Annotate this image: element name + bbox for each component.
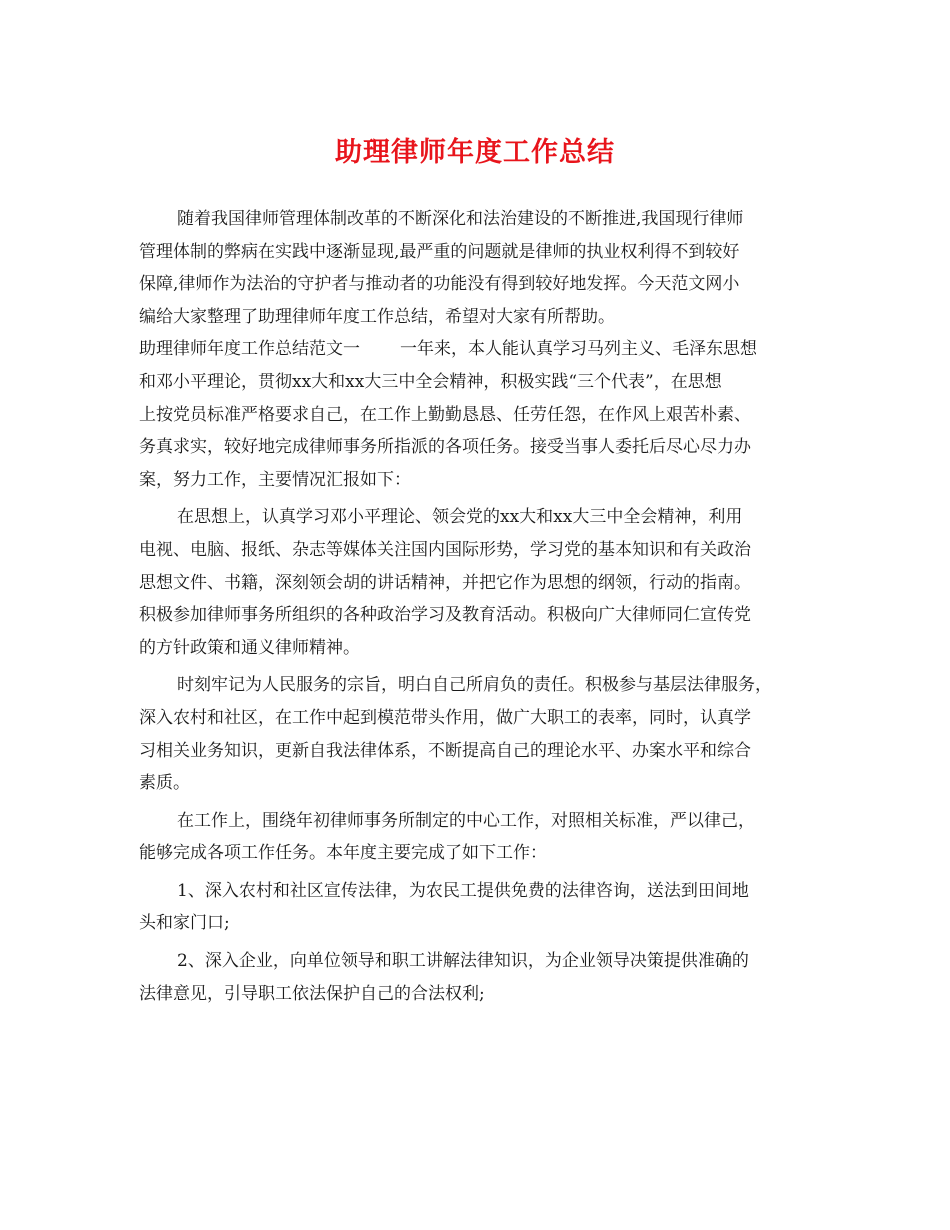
text-line: 深入农村和社区，在工作中起到模范带头作用，做广大职工的表率，同时，认真学 — [139, 707, 751, 728]
text-line: 法律意见，引导职工依法保护自己的合法权利; — [139, 983, 485, 1004]
text-line: 素质。 — [139, 773, 190, 794]
text-line: 1、深入农村和社区宣传法律，为农民工提供免费的法律咨询，送法到田间地 — [177, 880, 749, 901]
text-line: 能够完成各项工作任务。本年度主要完成了如下工作： — [139, 843, 547, 864]
text-line: 上按党员标准严格要求自己，在工作上勤勤恳恳、任劳任怨，在作风上艰苦朴素、 — [139, 404, 751, 425]
paragraph-intro — [139, 203, 819, 333]
text-line: 和邓小平理论，贯彻xx大和xx大三中全会精神，积极实践“三个代表”，在思想 — [139, 371, 722, 392]
text-line: 的方针政策和通义律师精神。 — [139, 637, 360, 658]
text-line: 案，努力工作，主要情况汇报如下： — [139, 469, 411, 490]
paragraph-ideology — [139, 501, 819, 664]
section-heading: 助理律师年度工作总结范文一 — [139, 339, 360, 360]
text-line: 思想文件、书籍，深刻领会胡的讲话精神，并把它作为思想的纲领，行动的指南。 — [139, 572, 751, 593]
text-line: 积极参加律师事务所组织的各种政治学习及教育活动。积极向广大律师同仁宣传党 — [139, 605, 751, 626]
text-line: 管理体制的弊病在实践中逐渐显现,最严重的问题就是律师的执业权利得不到较好 — [139, 241, 740, 262]
text-line: 保障,律师作为法治的守护者与推动者的功能没有得到较好地发挥。今天范文网小 — [139, 274, 740, 295]
text-line: 编给大家整理了助理律师年度工作总结，希望对大家有所帮助。 — [139, 306, 615, 327]
text-line: 电视、电脑、报纸、杂志等媒体关注国内国际形势，学习党的基本知识和有关政治 — [139, 539, 751, 560]
paragraph-work — [139, 805, 819, 870]
text-line: 随着我国律师管理体制改革的不断深化和法治建设的不断推进,我国现行律师 — [177, 209, 744, 229]
paragraph-service — [139, 669, 819, 799]
text-line: 务真求实，较好地完成律师事务所指派的各项任务。接受当事人委托后尽心尽力办 — [139, 437, 751, 458]
list-item — [139, 875, 819, 940]
text-line — [139, 333, 819, 366]
document-title: 助理律师年度工作总结 — [335, 137, 615, 168]
text-line: 习相关业务知识，更新自我法律体系，不断提高自己的理论水平、办案水平和综合 — [139, 740, 751, 761]
list-item — [139, 945, 819, 1010]
text-line: 在思想上，认真学习邓小平理论、领会党的xx大和xx大三中全会精神，利用 — [177, 507, 743, 528]
paragraph-sample-one — [139, 333, 819, 496]
text-run: 一年来，本人能认真学习马列主义、毛泽东思想 — [400, 339, 757, 360]
document-body — [139, 203, 819, 1010]
text-line: 2、深入企业，向单位领导和职工讲解法律知识，为企业领导决策提供准确的 — [177, 951, 749, 972]
text-line: 时刻牢记为人民服务的宗旨，明白自己所肩负的责任。积极参与基层法律服务， — [177, 675, 772, 696]
text-line: 头和家门口; — [139, 913, 230, 934]
text-line: 在工作上，围绕年初律师事务所制定的中心工作，对照相关标准，严以律己， — [177, 810, 755, 831]
